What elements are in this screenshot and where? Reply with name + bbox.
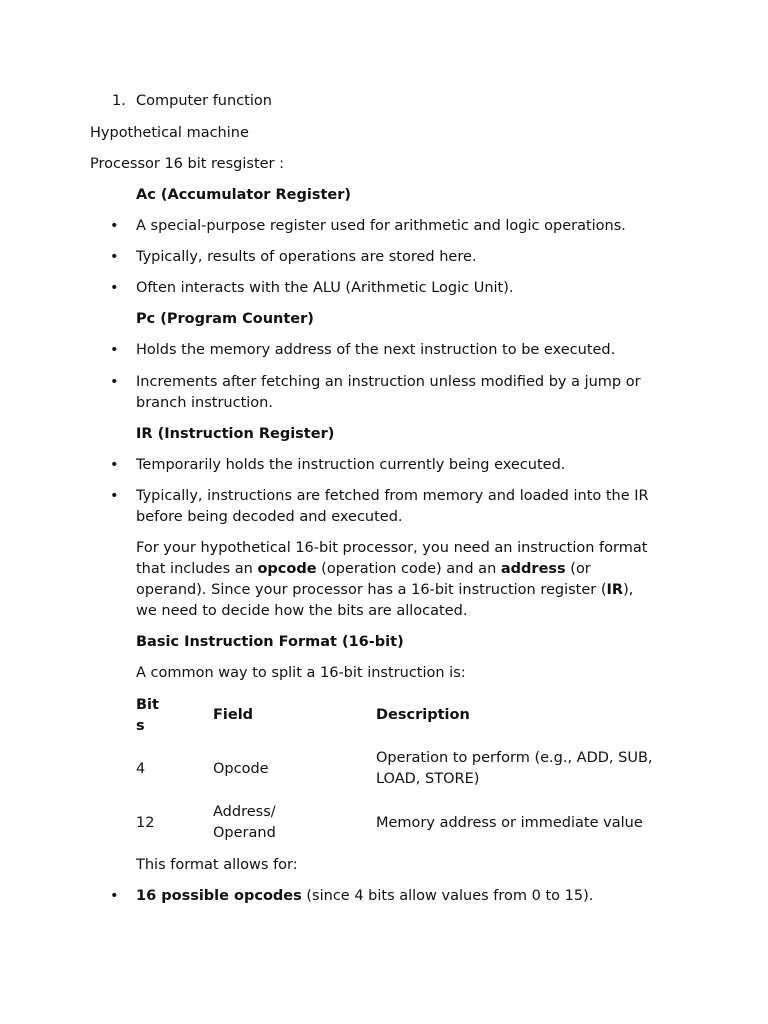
table-cell-field: Opcode [213,761,269,777]
list-item-continuation: branch instruction. [136,395,273,411]
table-cell-description: Memory address or immediate value [376,815,643,831]
table-header-field: Field [213,707,254,723]
text-run: (since 4 bits allow values from 0 to 15). [301,888,594,904]
heading-text: Computer function [136,93,272,109]
list-item [136,886,593,907]
bold-term-opcodes: 16 possible opcodes [136,888,302,904]
section-title: Pc (Program Counter) [136,311,314,327]
paragraph-line: For your hypothetical 16-bit processor, you need an instruction format [136,540,648,556]
table-cell-description: Operation to perform (e.g., ADD, SUB, [376,750,653,766]
format-intro: A common way to split a 16-bit instruction is: [136,665,466,681]
text-run: (operation code) and an [316,561,501,577]
intro-line: Hypothetical machine [90,125,249,141]
paragraph-line [136,559,591,580]
bold-term-address: address [500,561,566,577]
list-item: Typically, results of operations are stored here. [136,249,477,265]
list-item: Often interacts with the ALU (Arithmetic Logic Unit). [136,280,514,296]
allows-text: This format allows for: [136,857,298,873]
table-cell-field: Address/ [213,804,276,820]
bold-term-ir: IR [606,582,624,598]
table-cell-description-wrap: LOAD, STORE) [376,771,480,787]
section-title: IR (Instruction Register) [136,426,335,442]
text-run: (or [565,561,591,577]
intro-line: Processor 16 bit resgister : [90,156,285,172]
bullet-dot: • [110,374,119,390]
text-run: that includes an [136,561,258,577]
format-heading: Basic Instruction Format (16-bit) [136,634,404,650]
table-header-bits-wrap: s [136,718,145,734]
table-header-bits: Bit [136,697,159,713]
table-cell-field-wrap: Operand [213,825,276,841]
bullet-dot: • [110,457,119,473]
bullet-dot: • [110,280,119,296]
list-item: Increments after fetching an instruction unless modified by a jump or [136,374,641,390]
paragraph-line: we need to decide how the bits are allocated. [136,603,468,619]
list-item: Temporarily holds the instruction currently being executed. [136,457,566,473]
list-number: 1. [112,93,126,109]
bold-term-opcode: opcode [257,561,317,577]
table-cell-bits: 12 [136,815,155,831]
list-item: Holds the memory address of the next instruction to be executed. [136,342,616,358]
bullet-dot: • [110,218,119,234]
section-title: Ac (Accumulator Register) [136,187,352,203]
paragraph-line [136,580,633,601]
bullet-dot: • [110,342,119,358]
list-item: A special-purpose register used for arithmetic and logic operations. [136,218,626,234]
table-cell-bits: 4 [136,761,146,777]
list-item-continuation: before being decoded and executed. [136,509,403,525]
bullet-dot: • [110,249,119,265]
text-run: operand). Since your processor has a 16-bit instruction register ( [136,582,607,598]
table-header-description: Description [376,707,470,723]
text-run: ), [623,582,634,598]
list-item: Typically, instructions are fetched from memory and loaded into the IR [136,488,649,504]
bullet-dot: • [110,488,119,504]
bullet-dot: • [110,888,119,904]
